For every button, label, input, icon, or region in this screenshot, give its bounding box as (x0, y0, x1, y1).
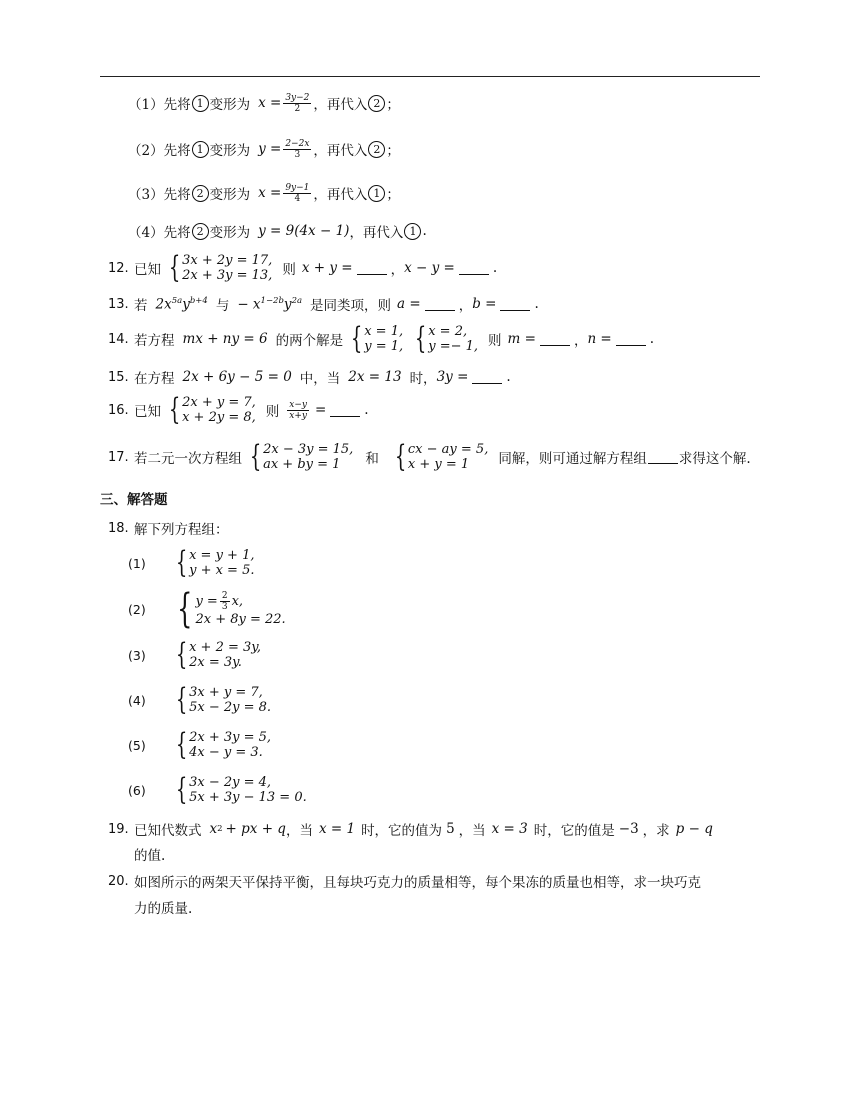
left-brace: { (175, 772, 188, 807)
math: 2x = 13 (348, 369, 402, 385)
equation: 2x + 3y = 5, (189, 730, 272, 745)
text: ，再代入 (349, 225, 404, 241)
math: y (182, 296, 190, 313)
q18-item-5 (128, 728, 275, 762)
math: x = (258, 185, 282, 201)
text: 则 (282, 262, 296, 278)
circled-number: 2 (192, 185, 209, 202)
text: ，再代入 (313, 143, 368, 159)
question-12 (108, 252, 497, 284)
math: n = (587, 331, 612, 347)
solution-2 (411, 321, 479, 356)
text: 若方程 (134, 333, 175, 349)
numerator: x−y (289, 399, 307, 410)
circled-number: 2 (192, 223, 209, 240)
text: . (364, 402, 369, 418)
q18-item-4 (128, 683, 275, 717)
numerator: 9y−1 (285, 182, 310, 193)
equation-system (165, 392, 256, 427)
text: ，再代入 (313, 187, 368, 203)
text: 同解，则可通过解方程组 (498, 451, 647, 467)
text: 则 (265, 404, 280, 420)
exponent: 2 (217, 824, 223, 834)
equation-system (172, 772, 307, 807)
q11-option-3 (128, 182, 400, 204)
equation: 2x + 8y = 22. (195, 612, 286, 627)
text: 变形为 (209, 225, 251, 241)
equation: x + 2 = 3y, (189, 640, 262, 655)
equation: x + y = 1 (407, 457, 470, 472)
answer-blank[interactable] (472, 371, 502, 384)
question-number: 12. (108, 260, 129, 276)
left-brace: { (350, 321, 363, 356)
denominator: 4 (294, 193, 301, 204)
text: 若 (134, 298, 148, 314)
question-19-cont: 的值. (134, 848, 166, 864)
value: −3 (618, 821, 639, 837)
left-brace: { (249, 439, 262, 474)
equation (195, 591, 285, 612)
item-label: (1) (128, 555, 146, 571)
left-brace: { (177, 586, 193, 632)
question-number: 17. (108, 449, 129, 465)
math: y = 9(4x − 1) (258, 223, 350, 239)
math: y = (195, 594, 218, 609)
q11-option-4 (128, 221, 427, 241)
numerator: 3y−2 (285, 92, 310, 103)
circled-number: 2 (368, 141, 385, 158)
equation-system (172, 586, 286, 632)
text: 求得这个解. (678, 451, 751, 467)
question-number: 13. (108, 296, 129, 312)
equation-system-b (391, 439, 489, 474)
left-brace: { (175, 682, 188, 717)
math: 2x (155, 296, 172, 313)
q11-option-1 (128, 92, 400, 114)
equation: x = 2, (428, 324, 468, 339)
answer-blank[interactable] (330, 404, 360, 417)
equation: 2x + y = 7, (182, 395, 256, 410)
math: x = (258, 95, 282, 111)
equation-system (172, 637, 262, 672)
text: 变形为 (209, 187, 251, 203)
equation: x = 1, (364, 324, 404, 339)
denominator: 3 (221, 602, 228, 612)
left-brace: { (175, 545, 188, 580)
text: . (422, 223, 427, 239)
left-brace: { (175, 637, 188, 672)
numerator: 2−2x (285, 138, 310, 149)
equation: cx − ay = 5, (407, 442, 489, 457)
circled-number: 1 (368, 185, 385, 202)
text: ，求 (642, 823, 670, 839)
question-14 (108, 322, 654, 356)
text: 变形为 (209, 143, 251, 159)
text: 变形为 (209, 97, 251, 113)
option-label: （4）先将 (128, 225, 191, 241)
math: 3y = (436, 369, 469, 385)
text: 时，它的值为 (361, 823, 443, 839)
question-number: 18. (108, 520, 129, 536)
question-15 (108, 366, 511, 388)
value: 5 (446, 821, 455, 837)
denominator: 3 (294, 149, 301, 160)
answer-blank[interactable] (357, 262, 387, 275)
monomial (237, 296, 302, 313)
text: 和 (365, 451, 379, 467)
left-brace: { (168, 392, 181, 427)
math: − x (237, 296, 261, 313)
equation: 3x + 2y = 17, (182, 253, 273, 268)
question-16 (108, 394, 369, 426)
text: 中，当 (299, 371, 341, 387)
q18-item-1 (128, 546, 259, 580)
fraction (283, 93, 311, 114)
text: ，当 (285, 823, 313, 839)
equation: y = 1, (364, 339, 404, 354)
equation: 5x + 3y − 13 = 0. (189, 790, 307, 805)
text: ，再代入 (313, 97, 368, 113)
item-label: (3) (128, 647, 146, 663)
question-20-cont: 力的质量. (134, 901, 193, 917)
equation-system (165, 250, 273, 285)
left-brace: { (414, 321, 427, 356)
exponent: 5a (171, 295, 183, 306)
equation: 2x = 3y. (189, 655, 242, 670)
question-number: 19. (108, 821, 129, 837)
q18-item-3 (128, 638, 265, 672)
circled-number: 1 (192, 95, 209, 112)
question-17 (108, 440, 751, 474)
text: = (314, 402, 327, 418)
text: ，当 (458, 823, 486, 839)
text: 已知 (134, 262, 161, 278)
question-20 (108, 870, 701, 892)
item-label: (2) (128, 601, 146, 617)
math: y = (258, 141, 282, 157)
text: ， (390, 262, 405, 278)
item-label: (5) (128, 737, 146, 753)
answer-blank[interactable] (500, 298, 530, 311)
equation: 2x − 3y = 15, (263, 442, 354, 457)
text: 若二元一次方程组 (134, 451, 242, 467)
text: 时，它的值是 (533, 823, 615, 839)
equation: 2x + 3y = 13, (182, 268, 273, 283)
circled-number: 1 (192, 141, 209, 158)
text: 与 (215, 298, 230, 314)
denominator: x+y (289, 410, 307, 421)
math: x + y = (301, 260, 353, 276)
equation-system (172, 682, 272, 717)
equation: 3x − 2y = 4, (189, 775, 272, 790)
math: m = (507, 331, 536, 347)
left-brace: { (168, 250, 181, 285)
math: x − y = (404, 260, 455, 276)
fraction (287, 400, 309, 421)
text: . (492, 260, 498, 276)
question-number: 15. (108, 369, 129, 385)
text: 解下列方程组： (134, 522, 229, 538)
question-number: 14. (108, 331, 129, 347)
item-label: (6) (128, 782, 146, 798)
solution-1 (347, 321, 404, 356)
question-13 (108, 292, 539, 316)
text: 则 (488, 333, 502, 349)
answer-blank[interactable] (648, 451, 678, 464)
q18-item-2 (128, 588, 290, 630)
text: ； (386, 97, 400, 113)
left-brace: { (394, 439, 407, 474)
math: y (283, 296, 292, 313)
math: x = 3 (491, 821, 528, 837)
equation: 5x − 2y = 8. (189, 700, 272, 715)
answer-blank[interactable] (425, 298, 455, 311)
text: 在方程 (134, 371, 175, 387)
q18-item-6 (128, 773, 311, 807)
equation-system (172, 727, 272, 762)
text: ； (386, 187, 400, 203)
math: p − q (675, 821, 713, 837)
math: a = (397, 296, 421, 312)
text: 时， (409, 371, 437, 387)
answer-blank[interactable] (616, 333, 646, 346)
text: . (534, 296, 539, 312)
math: + px + q (225, 821, 286, 837)
exponent: 2a (291, 295, 303, 306)
equation: y =− 1, (428, 339, 479, 354)
left-brace: { (175, 727, 188, 762)
fraction (283, 139, 311, 160)
text: 的两个解是 (275, 333, 344, 349)
math: x (209, 821, 218, 837)
equation: y + x = 5. (189, 563, 255, 578)
equation: 3x + y = 7, (189, 685, 263, 700)
option-label: （2）先将 (128, 143, 191, 159)
monomial (156, 296, 208, 313)
text: . (649, 331, 655, 347)
item-label: (4) (128, 692, 146, 708)
answer-blank[interactable] (540, 333, 570, 346)
answer-blank[interactable] (459, 262, 489, 275)
text: 已知代数式 (134, 823, 202, 839)
equation-system (172, 545, 255, 580)
exponent: b+4 (189, 295, 208, 306)
section-heading: 三、解答题 (100, 492, 168, 508)
fraction (283, 183, 311, 204)
text: ， (573, 333, 588, 349)
equation: 4x − y = 3. (189, 745, 263, 760)
circled-number: 1 (404, 223, 421, 240)
question-19 (108, 818, 713, 840)
text: . (506, 369, 511, 385)
header-rule (100, 76, 760, 77)
equation: ax + by = 1 (263, 457, 341, 472)
circled-number: 2 (368, 95, 385, 112)
equation: x + 2y = 8, (182, 410, 256, 425)
math: x = 1 (318, 821, 356, 837)
equation-system-a (246, 439, 354, 474)
text: 是同类项，则 (310, 298, 392, 314)
option-label: （1）先将 (128, 97, 191, 113)
question-number: 16. (108, 402, 129, 418)
fraction (220, 591, 230, 612)
text: ， (458, 298, 473, 314)
math: b = (472, 296, 497, 312)
text: 已知 (134, 404, 161, 420)
denominator: 2 (294, 103, 301, 114)
numerator: 2 (221, 591, 228, 601)
math: x, (231, 594, 244, 609)
text: ； (386, 143, 400, 159)
text: 如图所示的两架天平保持平衡，且每块巧克力的质量相等，每个果冻的质量也相等，求一块巧克 (134, 875, 701, 891)
math: 2x + 6y − 5 = 0 (182, 369, 292, 385)
option-label: （3）先将 (128, 187, 191, 203)
math: mx + ny = 6 (182, 331, 268, 347)
question-number: 20. (108, 873, 129, 889)
equation: x = y + 1, (189, 548, 255, 563)
q11-option-2 (128, 138, 400, 160)
question-18 (108, 518, 229, 538)
exponent: 1−2b (260, 295, 284, 306)
